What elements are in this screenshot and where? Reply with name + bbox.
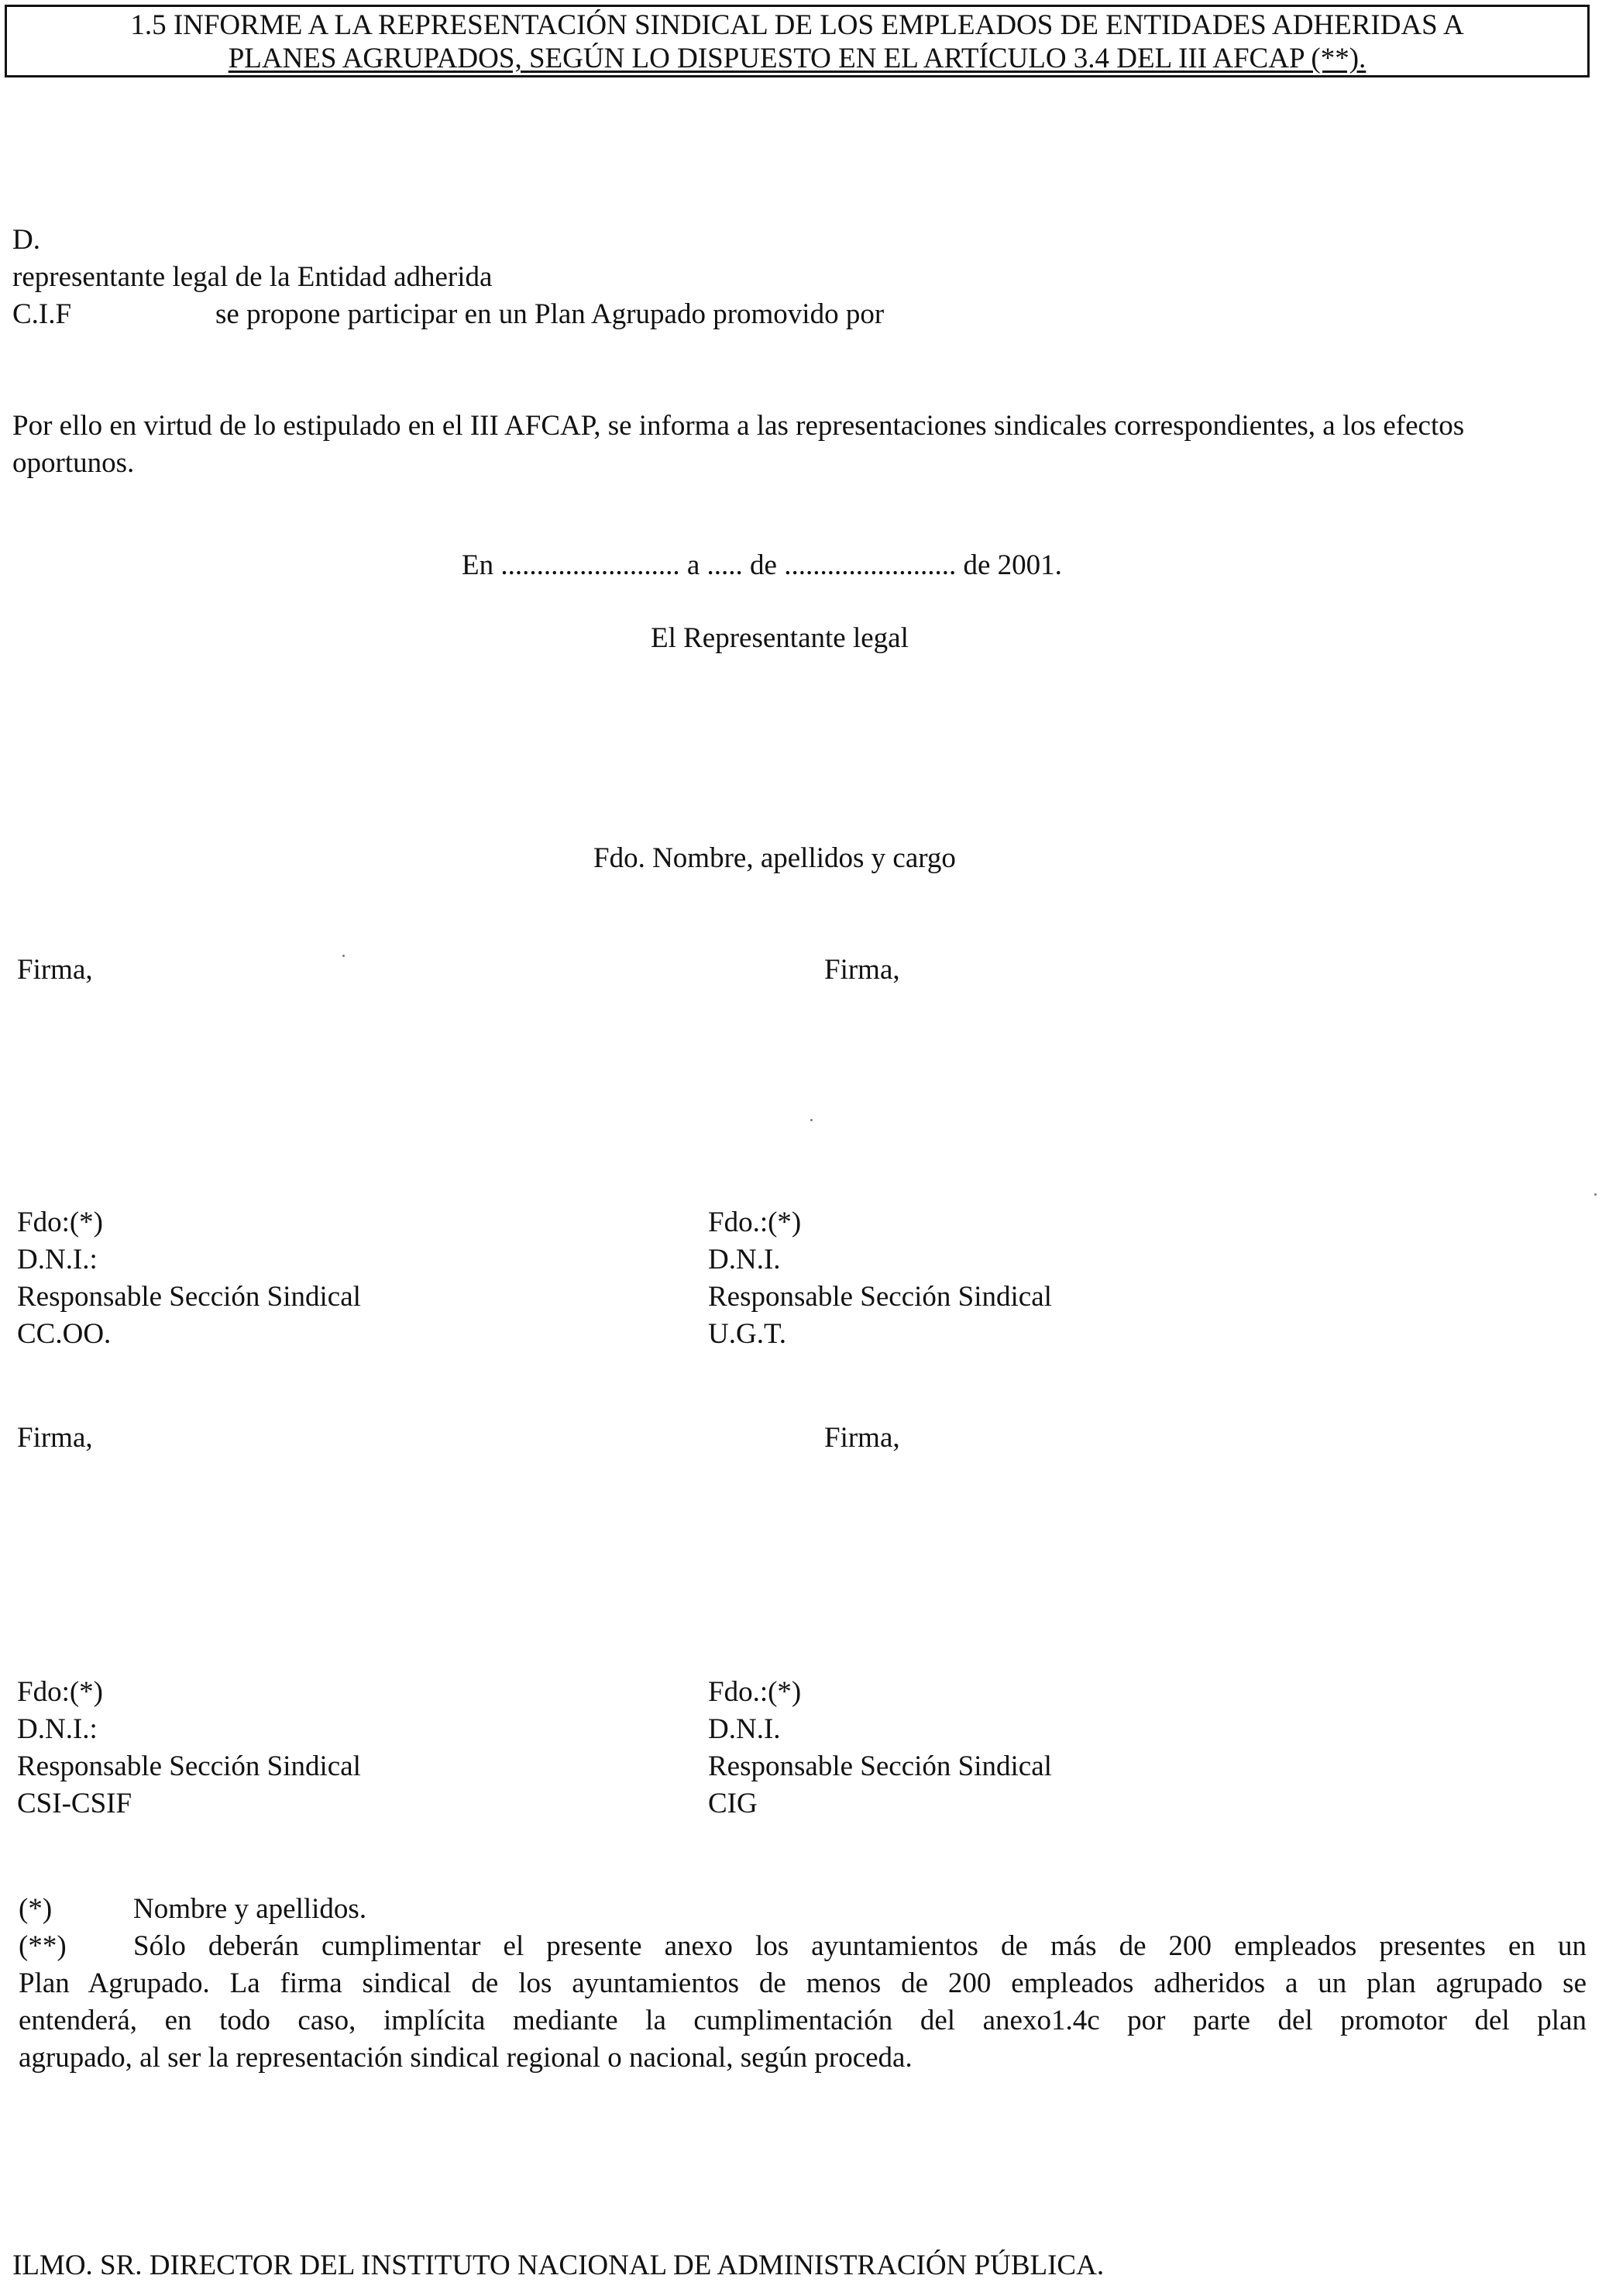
role-label: Responsable Sección Sindical — [17, 1750, 361, 1782]
footnote-1 — [19, 1891, 1587, 1928]
firma-label: Firma, — [824, 1422, 900, 1454]
fdo-label: Fdo.:(*) — [708, 1676, 802, 1708]
footnotes — [19, 1891, 1587, 2077]
signature-name-line: Fdo. Nombre, apellidos y cargo — [593, 842, 956, 874]
firma-label: Firma, — [17, 954, 93, 986]
legal-rep-label: representante legal de la Entidad adherida — [12, 261, 493, 293]
dni-label: D.N.I.: — [17, 1713, 98, 1745]
role-label: Responsable Sección Sindical — [17, 1281, 361, 1313]
union-name: CIG — [708, 1788, 758, 1819]
union-name: CC.OO. — [17, 1318, 112, 1350]
dni-label: D.N.I.: — [17, 1244, 98, 1275]
role-label: Responsable Sección Sindical — [708, 1281, 1052, 1313]
union-signature-block-ugt — [708, 1204, 1052, 1353]
union-signature-block-csif — [17, 1674, 361, 1823]
document-title — [5, 5, 1590, 77]
footnote-text-line: agrupado, al ser la representación sindical regional o nacional, según proceda. — [19, 2042, 913, 2074]
place-date-line: En ......................... a ..... de ........................ de 2001. — [462, 549, 1062, 581]
fdo-label: Fdo.:(*) — [708, 1207, 802, 1238]
union-name: CSI-CSIF — [17, 1788, 132, 1819]
body-paragraph: Por ello en virtud de lo estipulado en el III AFCAP, se informa a las representaciones sindicales correspondientes, a los efectos oportunos. — [12, 410, 1465, 479]
footnote-text-line: entenderá, en todo caso, implícita mediante la cumplimentación del anexo1.4c por parte del promotor del plan — [19, 2005, 1587, 2036]
firma-label: Firma, — [17, 1422, 93, 1454]
footnote-2 — [19, 1928, 1587, 1965]
footnote-marker: (*) — [19, 1893, 53, 1925]
footnote-marker: (**) — [19, 1930, 67, 1962]
cif-text: se propone participar en un Plan Agrupado promovido por — [215, 298, 885, 330]
title-line-1: 1.5 INFORME A LA REPRESENTACIÓN SINDICAL DE LOS EMPLEADOS DE ENTIDADES ADHERIDAS A — [130, 9, 1464, 41]
scan-speck — [342, 955, 345, 957]
scan-speck — [810, 1119, 813, 1121]
footnote-text-line: Sólo deberán cumplimentar el presente anexo los ayuntamientos de más de 200 empleados presentes en un — [133, 1930, 1587, 1962]
role-label: Responsable Sección Sindical — [708, 1750, 1052, 1782]
legal-representative-label: El Representante legal — [651, 622, 909, 654]
dni-label: D.N.I. — [708, 1244, 781, 1275]
footnote-text: Nombre y apellidos. — [133, 1893, 367, 1925]
union-signature-block-ccoo — [17, 1204, 361, 1353]
title-line-2: PLANES AGRUPADOS, SEGÚN LO DISPUESTO EN EL ARTÍCULO 3.4 DEL III AFCAP (**). — [228, 43, 1367, 74]
scan-speck — [1594, 1193, 1597, 1196]
fdo-label: Fdo:(*) — [17, 1676, 103, 1708]
dni-label: D.N.I. — [708, 1713, 781, 1745]
firma-label: Firma, — [824, 954, 900, 986]
cif-label: C.I.F — [12, 298, 72, 330]
footnote-text-line: Plan Agrupado. La firma sindical de los ayuntamientos de menos de 200 empleados adheridos a un plan agrupado se — [19, 1967, 1587, 1999]
union-signature-block-cig — [708, 1674, 1052, 1823]
union-name: U.G.T. — [708, 1318, 787, 1350]
fdo-label: Fdo:(*) — [17, 1207, 103, 1238]
d-label: D. — [12, 224, 40, 256]
addressee: ILMO. SR. DIRECTOR DEL INSTITUTO NACIONAL DE ADMINISTRACIÓN PÚBLICA. — [12, 2250, 1105, 2281]
